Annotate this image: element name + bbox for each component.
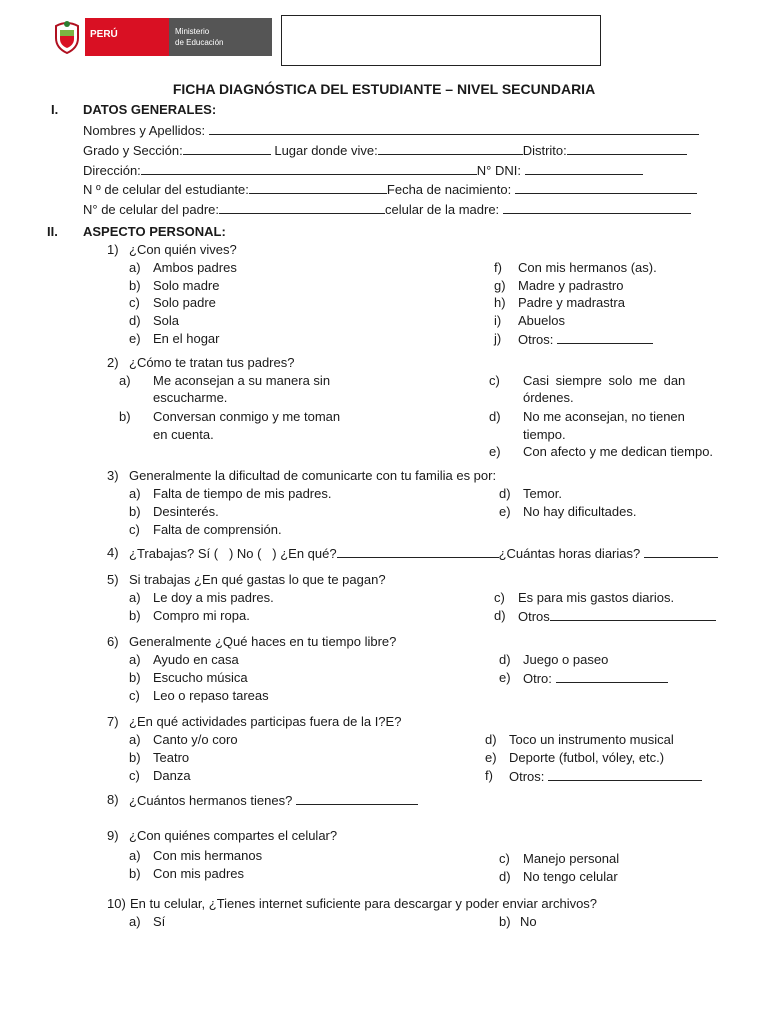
option-text[interactable]: Otros: [509, 767, 702, 786]
fill-line[interactable] [515, 180, 697, 194]
field-celular-padres: N° de celular del padre: celular de la madre: [83, 200, 691, 219]
fill-line[interactable] [141, 161, 477, 175]
option-label: c) [489, 373, 500, 388]
option-text[interactable]: En el hogar [153, 331, 220, 346]
question-text: ¿Con quiénes compartes el celular? [129, 828, 338, 843]
question-text: ¿Cómo te tratan tus padres? [129, 355, 295, 370]
option-text[interactable]: Conversan conmigo y me toman [153, 409, 341, 424]
page-title: FICHA DIAGNÓSTICA DEL ESTUDIANTE – NIVEL SECUNDARIA [172, 81, 596, 97]
ministry-label: Ministerio de Educación [169, 18, 272, 56]
option-label: c) [129, 522, 140, 537]
fill-line[interactable] [557, 330, 653, 344]
field-nombres: Nombres y Apellidos: [83, 121, 699, 140]
option-label: a) [129, 486, 141, 501]
section-title: DATOS GENERALES: [83, 102, 217, 117]
question-number: 3) [107, 468, 119, 483]
option-label: c) [499, 851, 510, 866]
option-text[interactable]: Desinterés. [153, 504, 219, 519]
field-grado: Grado y Sección: Lugar donde vive: Distrito: [83, 141, 687, 160]
question-text: ¿Cuántos hermanos tienes? [129, 791, 418, 810]
option-text[interactable]: Falta de tiempo de mis padres. [153, 486, 332, 501]
option-text[interactable]: Ambos padres [153, 260, 237, 275]
option-text[interactable]: Sí [153, 914, 166, 929]
option-label: h) [494, 295, 506, 310]
option-label: e) [129, 331, 141, 346]
section-number: I. [51, 102, 59, 117]
option-label: i) [494, 313, 502, 328]
option-text[interactable]: No me aconsejan, no tienen [523, 409, 685, 424]
option-label: a) [129, 848, 141, 863]
minedu-logo [52, 18, 224, 56]
option-label: b) [129, 504, 141, 519]
question-text: Generalmente la dificultad de comunicarte con tu familia es por: [129, 468, 497, 483]
option-label: b) [129, 670, 141, 685]
option-text[interactable]: Canto y/o coro [153, 732, 238, 747]
option-text[interactable]: Con mis hermanos [153, 848, 263, 863]
option-label: d) [494, 608, 506, 623]
option-text[interactable]: No hay dificultades. [523, 504, 637, 519]
fill-line[interactable] [567, 141, 687, 155]
option-text[interactable]: Con mis hermanos (as). [518, 260, 657, 275]
fill-line[interactable] [219, 200, 385, 214]
question-text: Generalmente ¿Qué haces en tu tiempo libre? [129, 634, 397, 649]
option-label: d) [485, 732, 497, 747]
option-label: a) [129, 914, 141, 929]
question-text: Si trabajas ¿En qué gastas lo que te pagan? [129, 572, 386, 587]
option-text[interactable]: Otros: [518, 330, 653, 349]
option-text[interactable]: Compro mi ropa. [153, 608, 250, 623]
option-text[interactable]: Temor. [523, 486, 563, 501]
option-label: e) [489, 444, 501, 459]
option-label: b) [119, 409, 131, 424]
option-text[interactable]: Ayudo en casa [153, 652, 239, 667]
option-label: c) [129, 768, 140, 783]
option-label: a) [129, 260, 141, 275]
option-text[interactable]: en cuenta. [153, 427, 214, 442]
option-label: b) [129, 278, 141, 293]
option-text[interactable]: Toco un instrumento musical [509, 732, 674, 747]
option-label: c) [494, 590, 505, 605]
question-number: 6) [107, 634, 119, 649]
fill-line[interactable] [550, 607, 716, 621]
option-label: c) [129, 688, 140, 703]
question-number: 2) [107, 355, 119, 370]
fill-line[interactable] [337, 544, 499, 558]
field-celular-estudiante: N º de celular del estudiante: Fecha de nacimiento: [83, 180, 697, 199]
option-text[interactable]: No tengo celular [523, 869, 618, 884]
option-label: b) [129, 750, 141, 765]
fill-line[interactable] [378, 141, 523, 155]
option-label: c) [129, 295, 140, 310]
option-label: b) [129, 866, 141, 881]
fill-line[interactable] [296, 791, 418, 805]
option-text[interactable]: escucharme. [153, 390, 228, 405]
option-label: a) [129, 652, 141, 667]
option-text[interactable]: Sola [153, 313, 180, 328]
fill-line[interactable] [525, 161, 643, 175]
option-label: b) [499, 914, 511, 929]
option-text[interactable]: Escucho música [153, 670, 248, 685]
question-number: 8) [107, 792, 119, 807]
option-label: f) [485, 768, 493, 783]
option-label: a) [129, 590, 141, 605]
option-text[interactable]: Con afecto y me dedican tiempo. [523, 444, 714, 459]
option-text[interactable]: Solo madre [153, 278, 220, 293]
question-number: 9) [107, 828, 119, 843]
option-label: d) [129, 313, 141, 328]
option-label: e) [485, 750, 497, 765]
fill-line[interactable] [249, 180, 387, 194]
option-label: e) [499, 670, 511, 685]
option-text[interactable]: órdenes. [523, 390, 574, 405]
coat-of-arms-icon [52, 20, 82, 54]
question-number: 1) [107, 242, 119, 257]
field-direccion: Dirección: N° DNI: [83, 161, 643, 180]
option-label: a) [119, 373, 131, 388]
fill-line[interactable] [644, 544, 718, 558]
option-label: b) [129, 608, 141, 623]
option-label: a) [129, 732, 141, 747]
option-label: j) [494, 331, 502, 346]
option-text[interactable]: Danza [153, 768, 191, 783]
fill-line[interactable] [556, 669, 668, 683]
fill-line[interactable] [209, 121, 699, 135]
photo-box [281, 15, 601, 66]
fill-line[interactable] [548, 767, 702, 781]
option-text[interactable]: Falta de comprensión. [153, 522, 282, 537]
option-text[interactable]: Manejo personal [523, 851, 620, 866]
option-text[interactable]: Teatro [153, 750, 190, 765]
option-label: d) [499, 486, 511, 501]
option-label: g) [494, 278, 506, 293]
option-text[interactable]: Padre y madrastra [518, 295, 625, 310]
option-text[interactable]: Con mis padres [153, 866, 245, 881]
question-text: ¿En qué actividades participas fuera de la I?E? [129, 714, 402, 729]
question-number: 4) [107, 545, 119, 560]
question-text: ¿Trabajas? Sí ( ) No ( ) ¿En qué? ¿Cuántas horas diarias? [129, 544, 718, 563]
option-label: f) [494, 260, 502, 275]
question-text: En tu celular, ¿Tienes internet suficiente para descargar y poder enviar archivos? [130, 896, 598, 911]
option-text[interactable]: Otros [518, 607, 716, 626]
question-number: 10) [107, 896, 126, 911]
fill-line[interactable] [503, 200, 691, 214]
option-text[interactable]: Juego o paseo [523, 652, 609, 667]
peru-label: PERÚ [85, 18, 169, 56]
option-text[interactable]: Es para mis gastos diarios. [518, 590, 675, 605]
question-number: 7) [107, 714, 119, 729]
option-text[interactable]: tiempo. [523, 427, 566, 442]
question-text: ¿Con quién vives? [129, 242, 237, 257]
option-label: d) [489, 409, 501, 424]
option-text[interactable]: Abuelos [518, 313, 565, 328]
option-label: d) [499, 652, 511, 667]
option-text[interactable]: No [520, 914, 537, 929]
option-text[interactable]: Deporte (futbol, vóley, etc.) [509, 750, 665, 765]
section-number: II. [47, 224, 58, 239]
section-title: ASPECTO PERSONAL: [83, 224, 226, 239]
option-text[interactable]: Me aconsejan a su manera sin [153, 373, 331, 388]
option-text[interactable]: Solo padre [153, 295, 216, 310]
option-text[interactable]: Madre y padrastro [518, 278, 624, 293]
option-text[interactable]: Leo o repaso tareas [153, 688, 269, 703]
option-label: d) [499, 869, 511, 884]
question-number: 5) [107, 572, 119, 587]
option-text[interactable]: Otro: [523, 669, 668, 688]
fill-line[interactable] [183, 141, 271, 155]
option-text[interactable]: Le doy a mis padres. [153, 590, 274, 605]
option-text[interactable]: Casi siempre solo me dan [523, 373, 686, 388]
option-label: e) [499, 504, 511, 519]
